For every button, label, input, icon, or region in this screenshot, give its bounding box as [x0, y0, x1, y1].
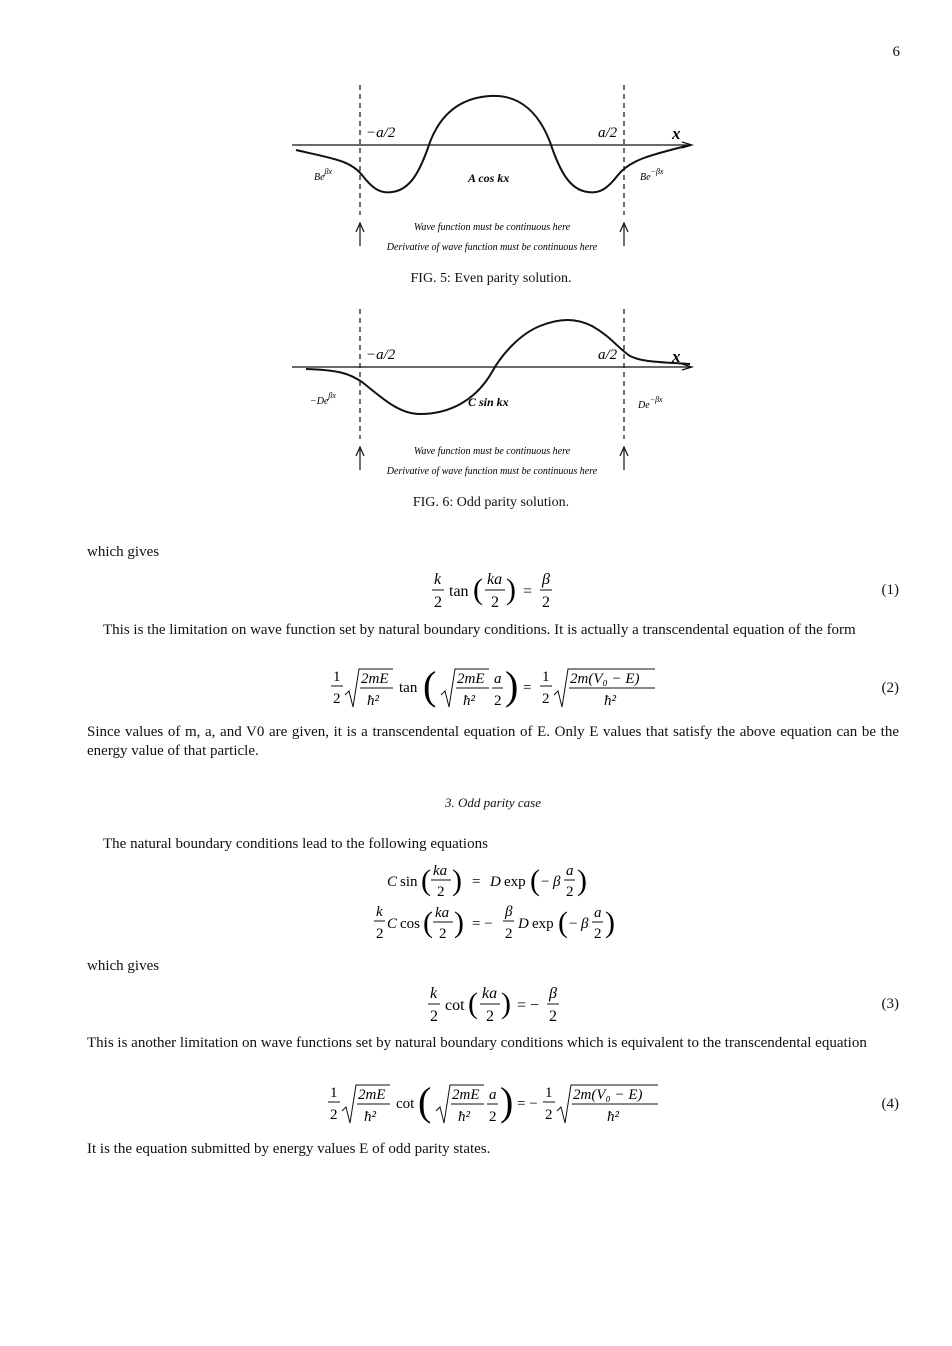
derivative-note: Derivative of wave function must be continuous here — [386, 466, 598, 477]
equation-number: (3) — [881, 996, 899, 1012]
equation-2 — [87, 663, 899, 715]
equation-2-math — [87, 663, 899, 715]
svg-text:2: 2 — [542, 691, 550, 707]
another-limitation-paragraph: This is another limitation on wave functions set by natural boundary conditions which is equivalent to the transcendental equation — [87, 1035, 867, 1051]
svg-text:1: 1 — [545, 1085, 553, 1101]
svg-text:=: = — [523, 583, 533, 600]
svg-text:cot: cot — [445, 997, 465, 1014]
since-values-paragraph: Since values of m, a, and V0 are given, it is a transcendental equation of E. Only E values that satisfy the above equation can be the energy value of that particle. — [87, 724, 899, 759]
svg-text:D: D — [518, 916, 529, 932]
svg-text:cos: cos — [400, 916, 420, 932]
svg-text:k: k — [430, 985, 438, 1002]
svg-text:1: 1 — [542, 669, 550, 685]
svg-text:(: ( — [468, 987, 478, 1020]
figure-5-caption: FIG. 5: Even parity solution. — [410, 271, 572, 286]
equation-number: (4) — [881, 1096, 899, 1112]
pos-half-label: a/2 — [598, 347, 618, 363]
svg-text:β: β — [549, 985, 557, 1002]
svg-text:β: β — [542, 571, 550, 588]
svg-text:ka: ka — [435, 905, 450, 921]
svg-text:2: 2 — [489, 1109, 497, 1125]
svg-text:ħ²: ħ² — [367, 693, 379, 709]
svg-text:tan: tan — [449, 583, 469, 600]
page-number: 6 — [892, 44, 900, 60]
svg-text:2mE: 2mE — [358, 1087, 386, 1103]
svg-text:): ) — [577, 864, 587, 897]
svg-text:(: ( — [530, 864, 540, 897]
svg-text:= −: = − — [517, 997, 540, 1014]
svg-text:β: β — [553, 874, 561, 890]
right-region-label: $Be^{-\beta x}$ — [640, 167, 664, 183]
svg-text:(: ( — [473, 573, 483, 606]
continuity-note: Wave function must be continuous here — [413, 222, 571, 233]
svg-text:β: β — [581, 916, 589, 932]
equation-number: (2) — [881, 680, 899, 696]
svg-text:a: a — [489, 1087, 497, 1103]
svg-text:k: k — [376, 904, 383, 920]
svg-text:2mE: 2mE — [457, 671, 485, 687]
figure-even-parity — [280, 80, 700, 260]
svg-text:C: C — [387, 874, 398, 890]
svg-text:cot: cot — [396, 1096, 415, 1112]
svg-text:sin: sin — [400, 874, 418, 890]
svg-text:= −: = − — [472, 916, 493, 932]
svg-text:ħ²: ħ² — [607, 1109, 619, 1125]
svg-text:2: 2 — [330, 1107, 338, 1123]
axis-label: x — [672, 124, 681, 143]
svg-text:): ) — [500, 1079, 514, 1124]
svg-text:): ) — [501, 987, 511, 1020]
svg-text:2: 2 — [494, 693, 502, 709]
natural-boundary-paragraph: The natural boundary conditions lead to the following equations — [103, 836, 488, 852]
svg-text:a: a — [594, 905, 602, 921]
svg-text:2: 2 — [491, 594, 499, 611]
svg-text:): ) — [454, 906, 464, 939]
svg-text:1: 1 — [330, 1085, 338, 1101]
equation-number: (1) — [881, 582, 899, 598]
equation-4 — [87, 1079, 899, 1131]
odd-parity-diagram — [280, 304, 700, 484]
svg-text:ħ²: ħ² — [364, 1109, 376, 1125]
svg-text:(: ( — [423, 906, 433, 939]
svg-text:ka: ka — [482, 985, 498, 1002]
svg-text:2: 2 — [594, 926, 602, 942]
pos-half-label: a/2 — [598, 125, 618, 141]
svg-text:(: ( — [421, 864, 431, 897]
svg-text:=: = — [472, 874, 481, 890]
neg-half-label: −a/2 — [366, 347, 396, 363]
svg-text:2: 2 — [430, 1008, 438, 1025]
center-function-label: A cos kx — [468, 171, 510, 185]
equation-3 — [87, 983, 899, 1027]
svg-text:D: D — [490, 874, 501, 890]
svg-text:tan: tan — [399, 680, 418, 696]
final-paragraph: It is the equation submitted by energy values E of odd parity states. — [87, 1141, 491, 1157]
svg-text:−: − — [541, 874, 550, 890]
svg-text:exp: exp — [532, 916, 554, 932]
equation-1 — [87, 569, 899, 613]
boundary-equations-math — [87, 862, 899, 950]
svg-text:1: 1 — [333, 669, 341, 685]
svg-text:): ) — [506, 573, 516, 606]
svg-text:a: a — [494, 671, 502, 687]
svg-text:(: ( — [558, 906, 568, 939]
figure-odd-parity — [280, 304, 700, 484]
svg-text:2: 2 — [505, 926, 513, 942]
svg-text:2mE: 2mE — [361, 671, 389, 687]
which-gives-text-2: which gives — [87, 958, 160, 974]
svg-text:=: = — [523, 680, 532, 696]
center-function-label: C sin kx — [468, 395, 509, 409]
continuity-note: Wave function must be continuous here — [413, 446, 571, 457]
svg-text:= −: = − — [517, 1096, 538, 1112]
svg-text:2: 2 — [434, 594, 442, 611]
svg-text:2: 2 — [545, 1107, 553, 1123]
svg-text:): ) — [452, 864, 462, 897]
figure-6-caption: FIG. 6: Odd parity solution. — [412, 495, 570, 510]
svg-text:ka: ka — [487, 571, 503, 588]
svg-text:−: − — [569, 916, 578, 932]
svg-text:2: 2 — [333, 691, 341, 707]
which-gives-text: which gives — [87, 544, 160, 560]
svg-text:2: 2 — [437, 884, 445, 900]
svg-text:2: 2 — [542, 594, 550, 611]
svg-text:2: 2 — [486, 1008, 494, 1025]
equation-4-math — [87, 1079, 899, 1131]
svg-text:C: C — [387, 916, 398, 932]
equation-3-math — [87, 983, 899, 1027]
left-region-label: $Be^{\beta x}$ — [314, 167, 333, 183]
svg-text:a: a — [566, 863, 574, 879]
svg-text:ħ²: ħ² — [458, 1109, 470, 1125]
equation-1-math — [87, 569, 899, 613]
svg-text:): ) — [505, 663, 519, 708]
svg-text:2: 2 — [566, 884, 574, 900]
svg-text:ħ²: ħ² — [463, 693, 475, 709]
svg-text:exp: exp — [504, 874, 526, 890]
svg-text:2: 2 — [549, 1008, 557, 1025]
svg-text:(: ( — [423, 663, 437, 708]
svg-text:(: ( — [418, 1079, 432, 1124]
svg-text:ħ²: ħ² — [604, 693, 616, 709]
svg-text:β: β — [505, 904, 513, 920]
neg-half-label: −a/2 — [366, 125, 396, 141]
derivative-note: Derivative of wave function must be continuous here — [386, 242, 598, 253]
section-title: 3. Odd parity case — [444, 795, 542, 810]
svg-text:2m(V₀ − E): 2m(V₀ − E) — [573, 1087, 643, 1103]
svg-text:): ) — [605, 906, 615, 939]
svg-text:2: 2 — [439, 926, 447, 942]
axis-label: x — [672, 347, 681, 366]
svg-text:2mE: 2mE — [452, 1087, 480, 1103]
svg-text:k: k — [434, 571, 442, 588]
even-parity-diagram — [280, 80, 700, 260]
svg-text:2: 2 — [376, 926, 384, 942]
left-region-label: $-De^{\beta x}$ — [310, 391, 336, 407]
limitation-paragraph: This is the limitation on wave function set by natural boundary conditions. It is actually a transcendental equation of the form — [103, 622, 856, 638]
svg-text:ka: ka — [433, 863, 448, 879]
boundary-equations — [87, 862, 899, 950]
right-region-label: $De^{-\beta x}$ — [638, 395, 663, 411]
svg-text:2m(V₀ − E): 2m(V₀ − E) — [570, 671, 640, 687]
